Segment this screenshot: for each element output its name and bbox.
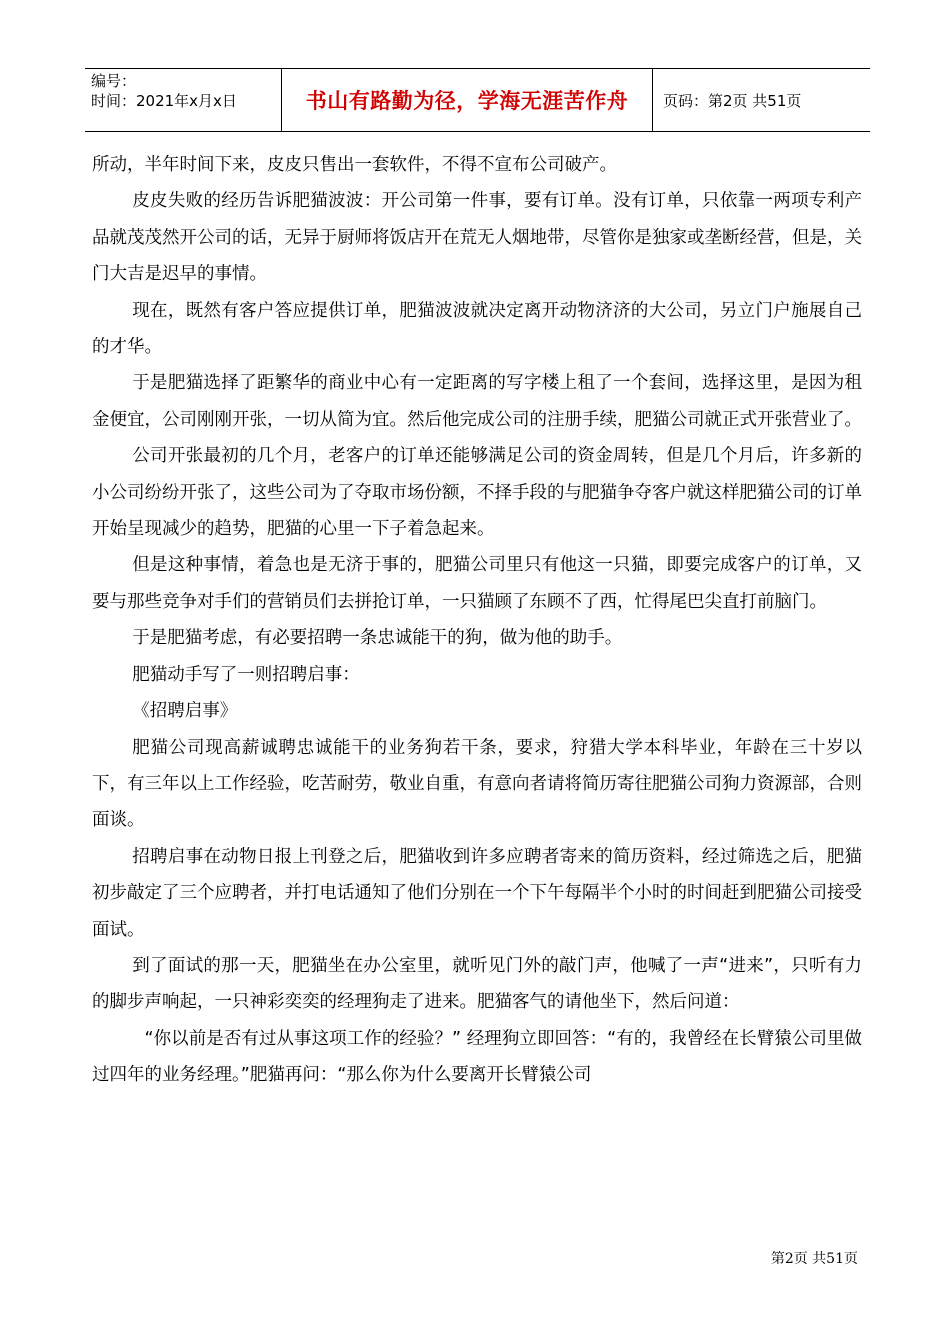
paragraph: 肥猫公司现高薪诚聘忠诚能干的业务狗若干条，要求，狩猎大学本科毕业，年龄在三十岁以下，有三年以上工作经验，吃苦耐劳，敬业自重，有意向者请将简历寄往肥猫公司狗力资源部，合则面谈。 <box>92 737 862 831</box>
paragraph: 到了面试的那一天，肥猫坐在办公室里，就听见门外的敲门声，他喊了一声“进来”，只听有力的脚步声响起，一只神彩奕奕的经理狗走了进来。肥猫客气的请他坐下，然后问道： <box>92 955 862 1013</box>
notice-title: 《招聘启事》 <box>132 701 238 722</box>
page-footer: 第2页 共51页 <box>770 1251 858 1267</box>
paragraph: 所动，半年时间下来，皮皮只售出一套软件，不得不宣布公司破产。 <box>92 155 617 175</box>
paragraph: 但是这种事情，着急也是无济于事的，肥猫公司里只有他这一只猫，即要完成客户的订单，又要与那些竞争对手们的营销员们去拼抢订单，一只猫顾了东顾不了西，忙得尾巴尖直打前脑门。 <box>92 555 862 612</box>
header-meta-cell <box>85 69 282 131</box>
paragraph: 公司开张最初的几个月，老客户的订单还能够满足公司的资金周转，但是几个月后，许多新的小公司纷纷开张了，这些公司为了夺取市场份额，不择手段的与肥猫争夺客户就这样肥猫公司的订单开始呈现减少的趋势，肥猫的心里一下子着急起来。 <box>92 446 862 540</box>
paragraph: 招聘启事在动物日报上刊登之后，肥猫收到许多应聘者寄来的简历资料，经过筛选之后，肥猫初步敲定了三个应聘者，并打电话通知了他们分别在一个下午每隔半个小时的时间赶到肥猫公司接受面试。 <box>92 846 862 940</box>
paragraph: 于是肥猫选择了距繁华的商业中心有一定距离的写字楼上租了一个套间，选择这里，是因为租金便宜，公司刚刚开张，一切从简为宜。然后他完成公司的注册手续，肥猫公司就正式开张营业了。 <box>92 373 862 430</box>
header-page-label: 页码：第2页 共51页 <box>663 91 802 110</box>
paragraph: 肥猫动手写了一则招聘启事： <box>132 664 360 685</box>
header-motto: 书山有路勤为径，学海无涯苦作舟 <box>282 69 653 131</box>
paragraph: 现在，既然有客户答应提供订单，肥猫波波就决定离开动物济济的大公司，另立门户施展自己的才华。 <box>92 300 862 358</box>
time-label: 时间：2021年x月x日 <box>91 92 237 110</box>
number-label: 编号： <box>91 72 137 90</box>
document-body <box>92 147 862 1094</box>
paragraph: 皮皮失败的经历告诉肥猫波波：开公司第一件事，要有订单。没有订单，只依靠一两项专利产品就茂茂然开公司的话，无异于厨师将饭店开在荒无人烟地带，尽管你是独家或垄断经营，但是，关门大吉是迟早的事情。 <box>92 191 862 285</box>
header-table <box>85 68 870 132</box>
paragraph: 于是肥猫考虑，有必要招聘一条忠诚能干的狗，做为他的助手。 <box>132 628 623 649</box>
paragraph: “你以前是否有过从事这项工作的经验？” 经理狗立即回答：“有的，我曾经在长臂猿公司里做过四年的业务经理。”肥猫再问：“那么你为什么要离开长臂猿公司 <box>92 1028 862 1086</box>
